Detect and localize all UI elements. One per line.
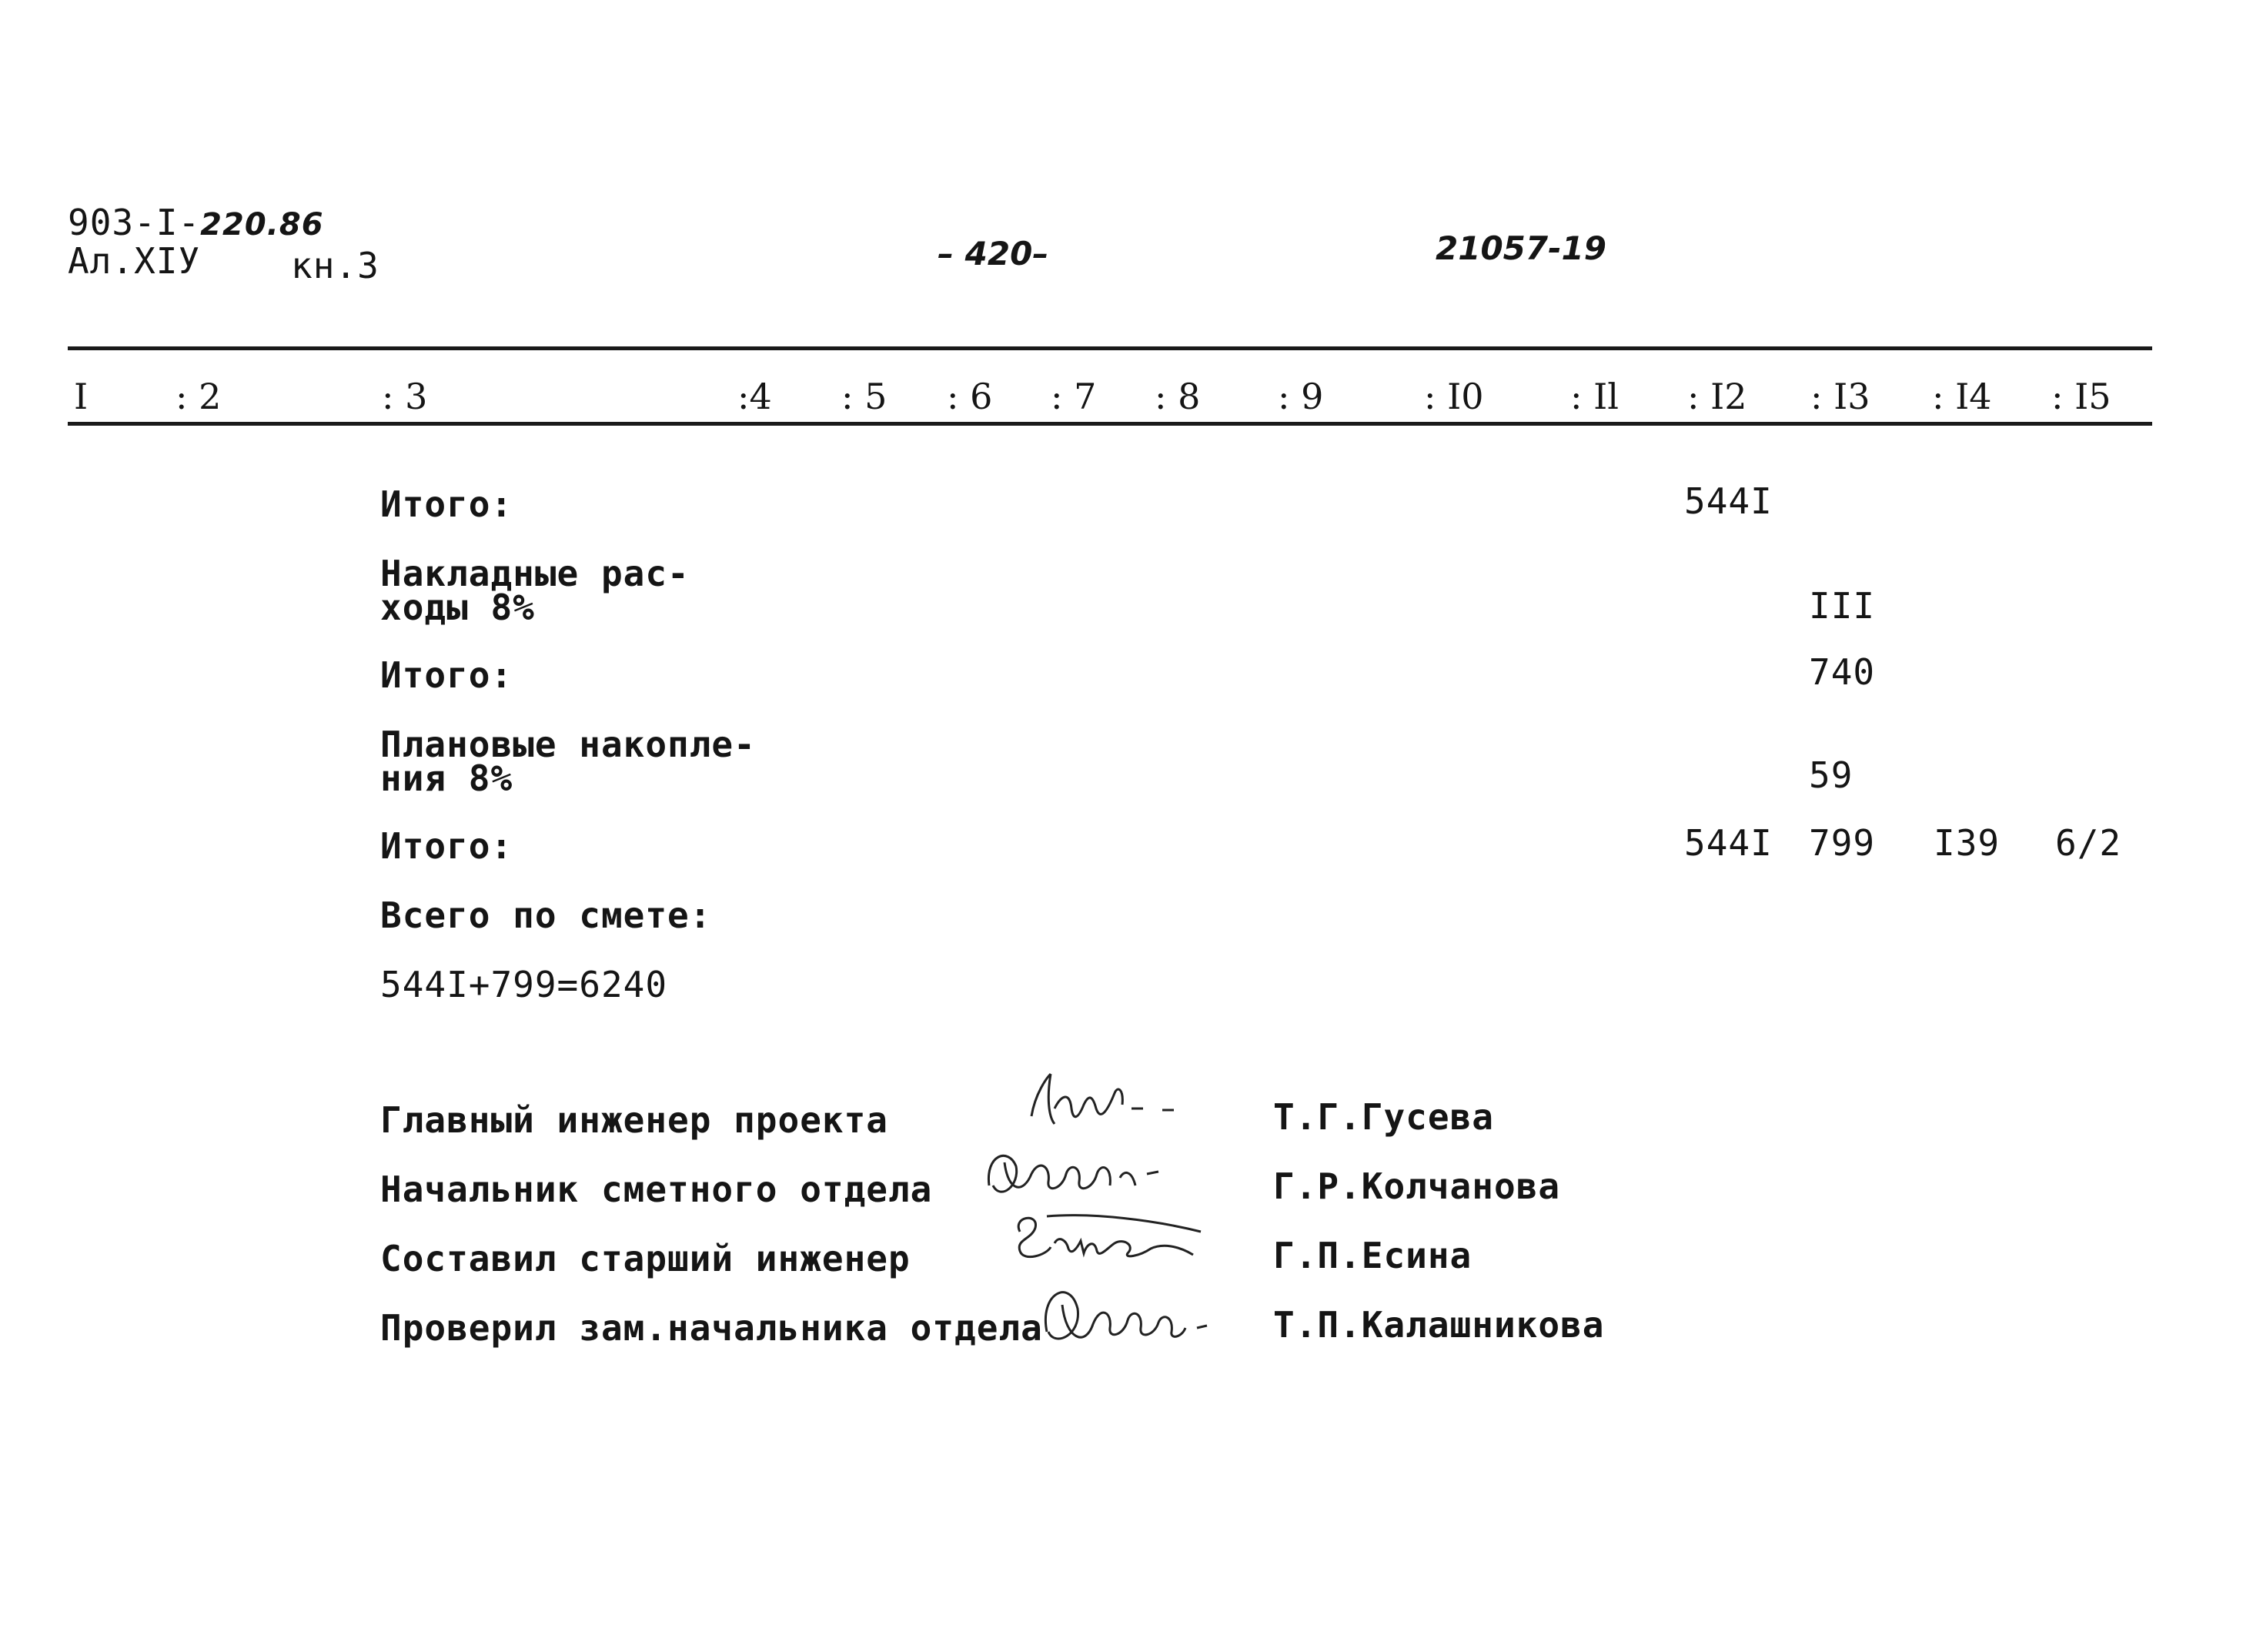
doc-code-handwritten: 220.86 <box>200 207 324 242</box>
column-number-5: : 5 <box>841 376 888 417</box>
column-number-8: : 8 <box>1155 376 1201 417</box>
column-number-4: :4 <box>737 376 772 417</box>
row-total-1-col12: 544I <box>1684 480 1773 522</box>
signature-name-estimate-head: Г.Р.Колчанова <box>1273 1165 1561 1207</box>
book-number: кн.3 <box>291 245 379 286</box>
signature-name-reviewer: Т.П.Калашникова <box>1273 1304 1605 1346</box>
row-overhead-label-line2: ходы 8% <box>380 587 535 628</box>
column-number-2: : 2 <box>175 376 222 417</box>
page-number-value: 420 <box>964 235 1033 273</box>
row-total-3-col15: 6/2 <box>2055 822 2122 864</box>
handwritten-signature-4 <box>1031 1262 1247 1370</box>
signature-role-reviewer: Проверил зам.начальника отдела <box>380 1307 1043 1349</box>
page-number-dash-left: – <box>938 235 965 273</box>
signature-role-compiler: Составил старший инженер <box>380 1238 911 1279</box>
grand-total-formula: 544I+799=6240 <box>380 964 668 1005</box>
column-number-3: : 3 <box>382 376 428 417</box>
row-total-3-col12: 544I <box>1684 822 1773 864</box>
column-number-12: : I2 <box>1687 376 1747 417</box>
signature-role-estimate-head: Начальник сметного отдела <box>380 1169 933 1210</box>
column-number-15: : I5 <box>2051 376 2111 417</box>
row-total-2-label: Итого: <box>380 654 513 696</box>
row-total-2-col13: 740 <box>1809 651 1876 693</box>
doc-code-typed: 903-I- <box>68 202 201 243</box>
row-planned-label-line1: Плановые накопле- <box>380 724 756 765</box>
column-number-14: : I4 <box>1932 376 1992 417</box>
signature-name-compiler: Г.П.Есина <box>1273 1235 1472 1276</box>
row-total-3-label: Итого: <box>380 825 513 867</box>
row-planned-label-line2: ния 8% <box>380 757 513 799</box>
row-total-3-col13: 799 <box>1809 822 1876 864</box>
row-total-1-label: Итого: <box>380 483 513 525</box>
signature-role-chief-engineer: Главный инженер проекта <box>380 1099 888 1141</box>
grand-total-label: Всего по смете: <box>380 895 712 936</box>
doc-code <box>68 202 324 243</box>
row-total-3-col14: I39 <box>1934 822 2001 864</box>
row-planned-col13: 59 <box>1809 754 1854 796</box>
column-number-9: : 9 <box>1278 376 1324 417</box>
page-number-dash-right: – <box>1032 235 1049 273</box>
signature-name-chief-engineer: Т.Г.Гусева <box>1273 1096 1494 1138</box>
row-overhead-label-line1: Накладные рас- <box>380 553 690 594</box>
column-number-1: I <box>74 376 89 417</box>
row-overhead-col13: III <box>1809 585 1876 627</box>
header-rule-bottom <box>68 422 2152 426</box>
column-number-6: : 6 <box>947 376 993 417</box>
column-number-13: : I3 <box>1810 376 1870 417</box>
column-number-10: : I0 <box>1424 376 1484 417</box>
page-number <box>938 235 1048 273</box>
header-rule-top <box>68 346 2152 350</box>
archive-number: 21057-19 <box>1436 229 1606 267</box>
column-number-7: : 7 <box>1051 376 1097 417</box>
column-number-11: : Il <box>1570 376 1620 417</box>
album-number: Ал.XIУ <box>68 240 201 282</box>
